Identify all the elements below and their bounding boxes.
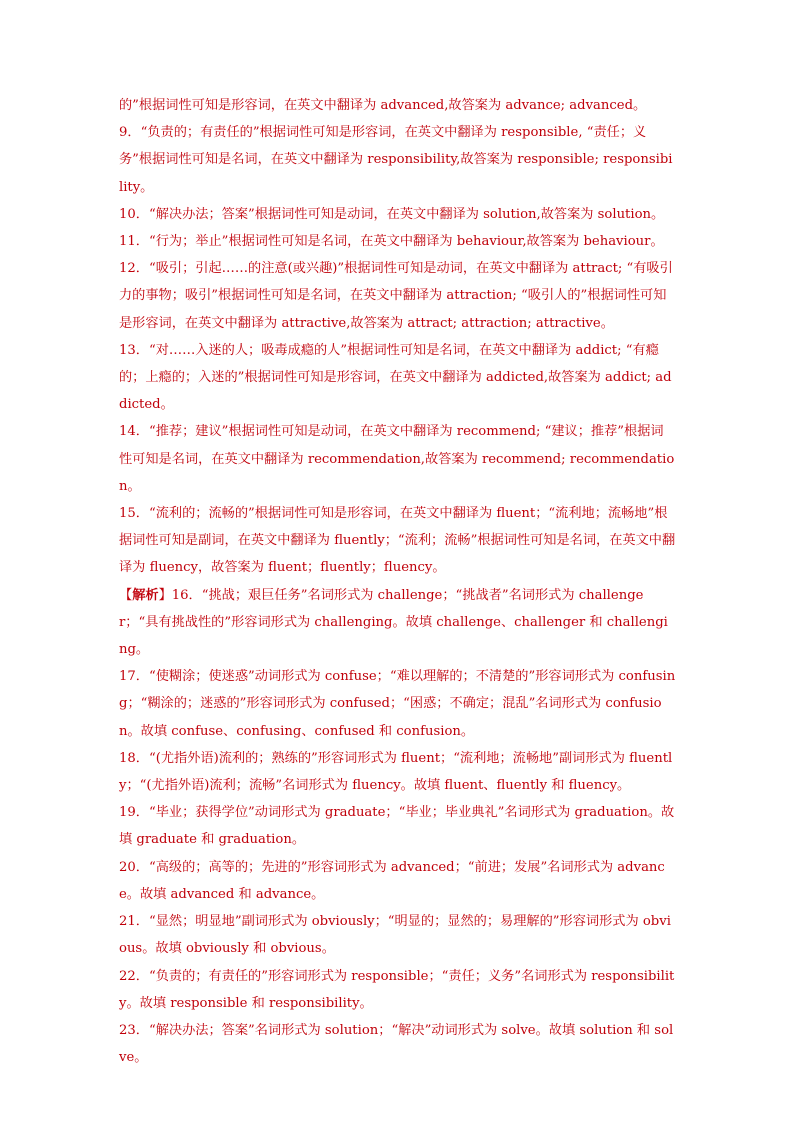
paragraph-21: 21．“显然；明显地”副词形式为 obviously；“明显的；显然的；易理解的”形容词形式为 obvious。故填 obviously 和 obvious。: [119, 914, 671, 957]
paragraph-20: 20．“高级的；高等的；先进的”形容词形式为 advanced；“前进；发展”名词形式为 advance。故填 advanced 和 advance。: [119, 859, 665, 902]
paragraph-16: [119, 582, 676, 664]
paragraph-14: 14．“推荐；建议”根据词性可知是动词，在英文中翻译为 recommend; “建议；推荐”根据词性可知是名词，在英文中翻译为 recommendation,故答案为 recommend; recommendation。: [119, 424, 675, 494]
paragraph-22: 22．“负责的；有责任的”形容词形式为 responsible；“责任；义务”名词形式为 responsibility。故填 responsible 和 responsibility。: [119, 968, 675, 1011]
tag-bracket-open: 【: [119, 587, 133, 603]
tag-bracket-close: 】: [158, 587, 172, 603]
paragraph-16-text: 16．“挑战；艰巨任务”名词形式为 challenge；“挑战者”名词形式为 challenger；“具有挑战性的”形容词形式为 challenging。故填 challenge、challenger 和 challenging。: [119, 587, 668, 658]
paragraph-13: 13．“对……入迷的人；吸毒成瘾的人”根据词性可知是名词，在英文中翻译为 addict; “有瘾的；上瘾的；入迷的”根据词性可知是形容词，在英文中翻译为 addicted,故答案为 addict; addicted。: [119, 342, 672, 413]
paragraph-9: 9．“负责的；有责任的”根据词性可知是形容词，在英文中翻译为 responsible, “责任；义务”根据词性可知是名词，在英文中翻译为 responsibility,故答案为 responsible; responsibility。: [119, 125, 673, 195]
paragraph-12: 12．“吸引；引起……的注意(或兴趣)”根据词性可知是动词，在英文中翻译为 attract; “有吸引力的事物；吸引”根据词性可知是名词，在英文中翻译为 attraction; “吸引人的”根据词性可知是形容词，在英文中翻译为 attractive,故答案为 attract; attraction; attractive。: [119, 261, 673, 331]
section-tag: 解析: [132, 587, 159, 603]
paragraph-11: 11．“行为；举止”根据词性可知是名词，在英文中翻译为 behaviour,故答案为 behaviour。: [119, 234, 664, 250]
paragraph-15: 15．“流利的；流畅的”根据词性可知是形容词，在英文中翻译为 fluent；“流利地；流畅地”根据词性可知是副词，在英文中翻译为 fluently；“流利；流畅”根据词性可知是名词，在英文中翻译为 fluency，故答案为 fluent；fluently；fluency。: [119, 506, 676, 576]
paragraph-10: 10．“解决办法；答案”根据词性可知是动词，在英文中翻译为 solution,故答案为 solution。: [119, 206, 665, 222]
paragraph-17: 17．“使糊涂；使迷惑”动词形式为 confuse；“难以理解的；不清楚的”形容词形式为 confusing；“糊涂的；迷惑的”形容词形式为 confused；“困惑；不确定；混乱”名词形式为 confusion。故填 confuse、confusing、confused 和 confusion。: [119, 669, 676, 739]
paragraph-18: 18．“(尤指外语)流利的；熟练的”形容词形式为 fluent；“流利地；流畅地”副词形式为 fluently；“(尤指外语)流利；流畅”名词形式为 fluency。故填 fluent、fluently 和 fluency。: [119, 750, 673, 794]
paragraph-8-continued: 的”根据词性可知是形容词，在英文中翻译为 advanced,故答案为 advance; advanced。: [119, 98, 647, 113]
answer-explanations: [119, 92, 676, 1071]
paragraph-19: 19．“毕业；获得学位”动词形式为 graduate；“毕业；毕业典礼”名词形式为 graduation。故填 graduate 和 graduation。: [119, 805, 675, 848]
paragraph-23: 23．“解决办法；答案”名词形式为 solution；“解决”动词形式为 solve。故填 solution 和 solve。: [119, 1022, 674, 1066]
